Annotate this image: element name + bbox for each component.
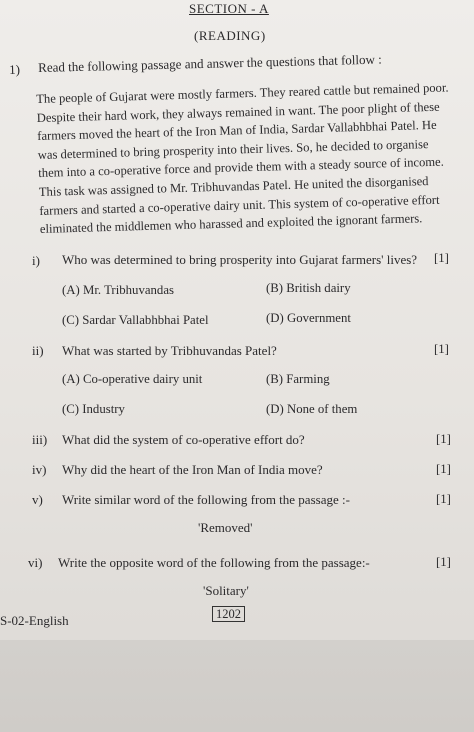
page-number-box: 1202 [212,606,245,622]
question-iv-number: iv) [32,462,47,477]
question-v-number: v) [32,492,43,507]
question-vi-number: vi) [28,555,43,570]
question-i-option-a: (A) Mr. Tribhuvandas [62,283,174,297]
question-iii-marks: [1] [436,432,451,446]
question-vi-text: Write the opposite word of the following from the passage:- [58,555,370,570]
question-i-marks: [1] [434,251,449,265]
question-v-text: Write similar word of the following from the passage :- [62,492,350,507]
question-ii-text: What was started by Tribhuvandas Patel? [62,343,277,358]
passage-line: farmers moved the heart of the Iron Man of India, Sardar Vallabhbhai Patel. He [37,118,437,144]
question-i-option-b: (B) British dairy [266,281,351,295]
question-i-number: i) [32,253,40,268]
reading-passage [36,78,456,238]
question-ii-option-a: (A) Co-operative dairy unit [62,372,203,386]
page-below [0,640,474,732]
question-vi-marks: [1] [436,555,451,569]
question-iv-marks: [1] [436,462,451,476]
question-ii-marks: [1] [434,342,449,356]
question-iii-number: iii) [32,432,48,447]
question-ii-number: ii) [32,343,44,358]
question-iii-text: What did the system of co-operative effort do? [62,432,305,447]
question-i-option-c: (C) Sardar Vallabhbhai Patel [62,313,209,327]
question-vi-word: 'Solitary' [203,583,249,598]
passage-line: farmers and started a co-operative dairy unit. This system of co-operative effort [39,192,440,218]
question-i-text: Who was determined to bring prosperity into Gujarat farmers' lives? [62,252,418,267]
passage-line: Despite their hard work, they always remained in want. The poor plight of these [36,99,440,125]
question-1-number: 1) [9,61,21,77]
question-i-option-d: (D) Government [266,311,351,325]
question-iv-text: Why did the heart of the Iron Man of India move? [62,462,323,477]
passage-line: This task was assigned to Mr. Tribhuvandas Patel. He united the disorganised [38,174,429,199]
question-1-instruction: Read the following passage and answer the questions that follow : [38,51,382,75]
question-v-marks: [1] [436,492,451,506]
question-ii-option-c: (C) Industry [62,402,125,416]
question-ii-option-d: (D) None of them [266,402,358,416]
part-title: (READING) [194,28,266,43]
passage-line: The people of Gujarat were mostly farmers. They reared cattle but remained poor. [36,80,449,106]
section-title: SECTION - A [189,1,269,16]
passage-line: eliminated the middlemen who harassed and exploited the ignorant farmers. [39,211,423,237]
question-v-word: 'Removed' [198,520,253,535]
question-ii-option-b: (B) Farming [266,372,330,386]
passage-line: them into a co-operative force and provide them with a steady source of income. [38,155,445,181]
paper-code: S-02-English [0,613,69,628]
passage-line: was determined to bring prosperity into their lives. So, he decided to organise [37,136,429,162]
